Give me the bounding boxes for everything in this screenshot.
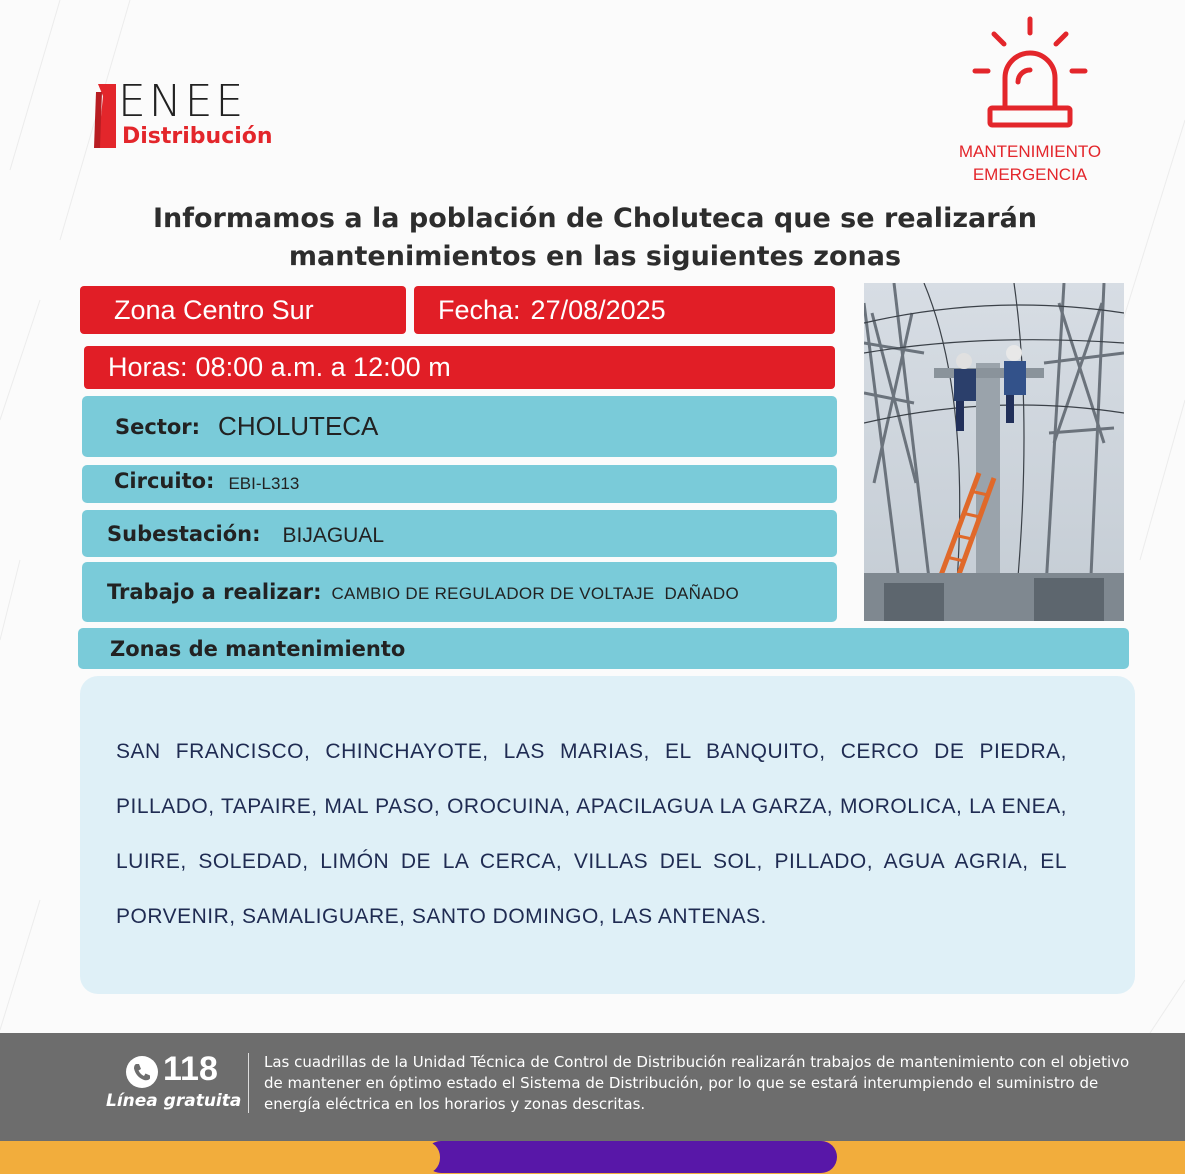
sector-value: CHOLUTECA	[218, 411, 379, 441]
sector-row	[82, 396, 837, 457]
substation-row	[82, 510, 837, 557]
hours-badge	[84, 346, 835, 389]
hours-label: Horas:	[108, 352, 188, 382]
circuit-value: EBI-L313	[228, 474, 300, 493]
headline-line-2: mantenimientos en las siguientes zonas	[288, 241, 902, 272]
circuit-row	[82, 465, 837, 503]
zone-badge	[80, 286, 406, 334]
zone-value: Zona Centro Sur	[114, 294, 314, 325]
date-label: Fecha:	[438, 294, 521, 325]
alert-line-2: EMERGENCIA	[972, 165, 1088, 184]
date-badge	[414, 286, 835, 334]
zones-header	[78, 628, 1129, 669]
zones-panel	[80, 676, 1135, 994]
headline	[60, 200, 1130, 276]
footer-notice: Las cuadrillas de la Unidad Técnica de Control de Distribución realizarán trabajos de mantenimiento con el objetivo de mantener en óptimo estado el Sistema de Distribución, por lo que se estará interumpiendo el suministro de energía eléctrica en los horarios y zonas descritas.	[264, 1053, 1130, 1113]
work-row	[82, 562, 837, 622]
sector-label: Sector:	[115, 414, 201, 439]
date-value: 27/08/2025	[530, 294, 666, 325]
phone-icon	[125, 1055, 159, 1089]
bottom-bar-orange-pill	[0, 1141, 440, 1174]
zones-header-label: Zonas de mantenimiento	[110, 636, 406, 661]
brand-subtitle: Distribución	[122, 124, 273, 149]
headline-line-1: Informamos a la población de Choluteca que se realizarán	[152, 203, 1038, 234]
enee-logo	[94, 76, 314, 152]
bottom-bar-purple	[425, 1141, 837, 1173]
substation-label: Subestación:	[107, 521, 261, 546]
footer-divider	[248, 1053, 249, 1113]
alert-line-1: MANTENIMIENTO	[958, 142, 1102, 161]
siren-icon	[972, 16, 1092, 134]
zones-list: SAN FRANCISCO, CHINCHAYOTE, LAS MARIAS, EL BANQUITO, CERCO DE PIEDRA, PILLADO, TAPAIRE, MAL PASO, OROCUINA, APACILAGUA LA GARZA, MOROLICA, LA ENEA, LUIRE, SOLEDAD, LIMÓN DE LA CERCA, VILLAS DEL SOL, PILLADO, AGUA AGRIA, EL PORVENIR, SAMALIGUARE, SANTO DOMINGO, LAS ANTENAS.	[116, 740, 1067, 928]
phone-label: Línea gratuita	[106, 1091, 242, 1111]
enee-logo-mark-icon	[94, 84, 116, 148]
phone-number[interactable]: 118	[163, 1050, 218, 1088]
substation-workers-photo	[864, 283, 1124, 621]
brand-name: ENEE	[118, 76, 247, 127]
alert-label	[930, 140, 1130, 186]
circuit-label: Circuito:	[114, 469, 215, 493]
work-label: Trabajo a realizar:	[107, 580, 322, 604]
substation-value: BIJAGUAL	[282, 523, 385, 547]
hours-value: 08:00 a.m. a 12:00 m	[195, 352, 451, 382]
work-value: CAMBIO DE REGULADOR DE VOLTAJE DAÑADO	[331, 584, 739, 603]
